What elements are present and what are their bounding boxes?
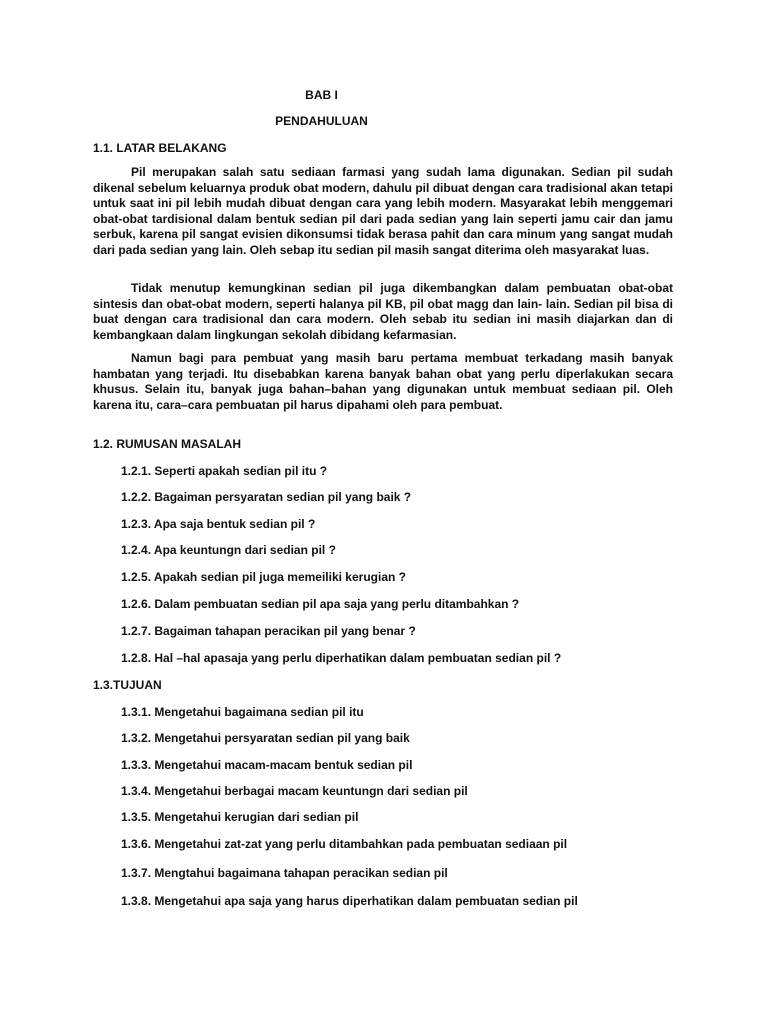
list-item: 1.3.2. Mengetahui persyaratan sedian pil yang baik	[121, 731, 410, 745]
list-item: 1.2.2. Bagaiman persyaratan sedian pil yang baik ?	[121, 490, 412, 504]
section-heading-rumusan-masalah: 1.2. RUMUSAN MASALAH	[93, 437, 242, 451]
chapter-number: BAB I	[305, 88, 338, 102]
section-heading-latar-belakang: 1.1. LATAR BELAKANG	[93, 141, 227, 155]
list-item: 1.2.6. Dalam pembuatan sedian pil apa saja yang perlu ditambahkan ?	[121, 597, 520, 611]
list-item: 1.3.4. Mengetahui berbagai macam keuntungn dari sedian pil	[121, 784, 468, 798]
list-item: 1.2.1. Seperti apakah sedian pil itu ?	[121, 464, 328, 478]
section-heading-tujuan: 1.3.TUJUAN	[93, 678, 162, 692]
paragraph: Tidak menutup kemungkinan sedian pil juga dikembangkan dalam pembuatan obat-obat sintesis dan obat-obat modern, seperti halanya pil KB, pil obat magg dan lain- lain. Sedian pil bisa di buat dengan cara tradisional dan cara modern. Oleh sebab itu sedian ini masih diajarkan dan di kembangkaan dalam lingkungan sekolah dibidang kefarmasian.	[93, 281, 673, 342]
paragraph: Namun bagi para pembuat yang masih baru pertama membuat terkadang masih banyak hambatan yang terjadi. Itu disebabkan karena banyak bahan obat yang perlu diperlakukan secara khusus. Selain itu, banyak juga bahan–bahan yang digunakan untuk membuat sediaan pil. Oleh karena itu, cara–cara pembuatan pil harus dipahami oleh para pembuat.	[93, 351, 673, 412]
list-item: 1.3.3. Mengetahui macam-macam bentuk sedian pil	[121, 758, 413, 772]
list-item: 1.2.4. Apa keuntungn dari sedian pil ?	[121, 543, 336, 557]
list-item: 1.3.6. Mengetahui zat-zat yang perlu ditambahkan pada pembuatan sediaan pil	[121, 837, 568, 851]
list-item: 1.3.1. Mengetahui bagaimana sedian pil itu	[121, 705, 364, 719]
paragraph: Pil merupakan salah satu sediaan farmasi yang sudah lama digunakan. Sedian pil sudah dikenal sebelum keluarnya produk obat modern, dahulu pil dibuat dengan cara tradisional akan tetapi untuk saat ini pil lebih mudah dibuat dengan cara yang lebih modern. Masyarakat lebih menggemari obat-obat tardisional dalam bentuk sedian pil dari pada sedian yang lain seperti jamu cair dan jamu serbuk, karena pil sangat evisien dikonsumsi tidak berasa pahit dan cara minum yang sangat mudah dari pada sedian yang lain. Oleh sebap itu sedian pil masih sangat diterima oleh masyarakat luas.	[93, 165, 673, 257]
list-item: 1.3.5. Mengetahui kerugian dari sedian pil	[121, 810, 359, 824]
list-item: 1.2.5. Apakah sedian pil juga memeiliki kerugian ?	[121, 570, 406, 584]
list-item: 1.2.3. Apa saja bentuk sedian pil ?	[121, 517, 316, 531]
list-item: 1.2.7. Bagaiman tahapan peracikan pil yang benar ?	[121, 624, 416, 638]
list-item: 1.2.8. Hal –hal apasaja yang perlu diperhatikan dalam pembuatan sedian pil ?	[121, 651, 562, 665]
list-item: 1.3.7. Mengtahui bagaimana tahapan peracikan sedian pil	[121, 866, 448, 880]
list-item: 1.3.8. Mengetahui apa saja yang harus diperhatikan dalam pembuatan sedian pil	[121, 894, 578, 908]
chapter-title: PENDAHULUAN	[275, 114, 368, 128]
